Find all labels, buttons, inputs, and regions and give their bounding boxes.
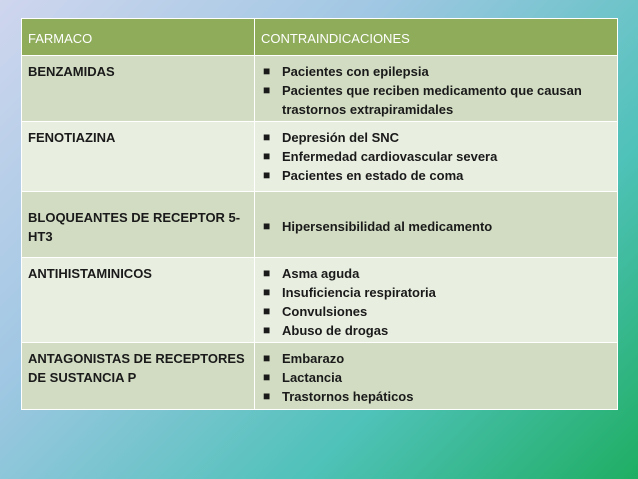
drug-name: ANTIHISTAMINICOS [22, 258, 255, 343]
square-bullet-icon: ■ [263, 83, 271, 97]
square-bullet-icon: ■ [263, 285, 271, 299]
square-bullet-icon: ■ [263, 219, 271, 233]
square-bullet-icon: ■ [263, 168, 271, 182]
square-bullet-icon: ■ [263, 266, 271, 280]
list-item: ■ Hipersensibilidad al medicamento [263, 219, 493, 234]
list-item: ■ Enfermedad cardiovascular severa [263, 149, 498, 164]
list-item: ■ Convulsiones [263, 304, 368, 319]
contraindication-cell [255, 56, 618, 122]
table-row [22, 258, 618, 343]
drug-name: BLOQUEANTES DE RECEPTOR 5-HT3 [22, 192, 255, 258]
list-item: ■ Pacientes en estado de coma [263, 168, 464, 183]
square-bullet-icon: ■ [263, 351, 271, 365]
list-item: ■ Insuficiencia respiratoria [263, 285, 436, 300]
contraindication-cell [255, 258, 618, 343]
square-bullet-icon: ■ [263, 130, 271, 144]
table-row [22, 56, 618, 122]
list-item: ■ Embarazo [263, 351, 345, 366]
table-row [22, 122, 618, 192]
list-item: ■ Trastornos hepáticos [263, 389, 414, 404]
contraindication-cell [255, 343, 618, 410]
header-contraindicaciones: CONTRAINDICACIONES [255, 19, 618, 56]
contraindication-cell [255, 122, 618, 192]
table-row [22, 192, 618, 258]
table-header-row [22, 19, 618, 56]
square-bullet-icon: ■ [263, 64, 271, 78]
drug-name: FENOTIAZINA [22, 122, 255, 192]
square-bullet-icon: ■ [263, 149, 271, 163]
square-bullet-icon: ■ [263, 323, 271, 337]
square-bullet-icon: ■ [263, 370, 271, 384]
drug-name: BENZAMIDAS [22, 56, 255, 122]
contraindication-cell [255, 192, 618, 258]
list-item: ■ Pacientes que reciben medicamento que causan trastornos extrapiramidales [263, 83, 582, 117]
list-item: ■ Asma aguda [263, 266, 360, 281]
list-item: ■ Lactancia [263, 370, 342, 385]
drug-name: ANTAGONISTAS DE RECEPTORES DE SUSTANCIA P [22, 343, 255, 410]
list-item: ■ Abuso de drogas [263, 323, 389, 338]
table-row [22, 343, 618, 410]
list-item: ■ Depresión del SNC [263, 130, 400, 145]
list-item: ■ Pacientes con epilepsia [263, 64, 429, 79]
square-bullet-icon: ■ [263, 389, 271, 403]
header-farmaco: FARMACO [22, 19, 255, 56]
contraindications-table [21, 18, 618, 410]
square-bullet-icon: ■ [263, 304, 271, 318]
